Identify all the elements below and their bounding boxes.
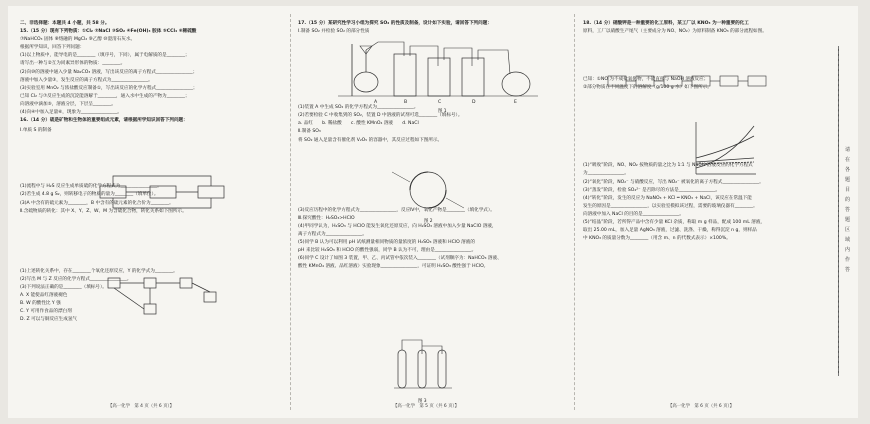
page-footer: 【高一化学 第 6 页（共 6 页）】 bbox=[668, 404, 735, 409]
q18-process-flow bbox=[606, 66, 782, 96]
question-text-line: (3)A 中含有的硫元素为________，B 中含有的硫元素的化合价为________。 bbox=[20, 200, 174, 206]
question-text-line: (6)同学 C 设计了如图 3 装置，甲、乙、丙试管中依次装入________（试剂顺序为：NaHCO₃ 溶液、 bbox=[298, 256, 502, 262]
column-divider bbox=[290, 14, 291, 410]
q16-flow-diagram bbox=[98, 172, 228, 212]
solubility-curves bbox=[688, 118, 758, 180]
apparatus-letter: C bbox=[438, 100, 442, 105]
question-text-line: (1)流程中与 H₂S 反应生成单质硫的化学方程式为________________。 bbox=[20, 184, 162, 190]
question-text-line: C. Y 可用作食品的漂白剂 bbox=[20, 309, 72, 315]
question-text-line: pH 来比较 H₂SO₃ 和 HClO 的酸性强弱，同学 B 认为不可，理由是________________。 bbox=[298, 248, 477, 254]
page-footer: 【高一化学 第 4 页（共 6 页）】 bbox=[108, 404, 175, 409]
question-text-line: 原料，工厂以硝酸生产尾气（主要成分为 NO、NO₂）为原料制备 KNO₃ 的部分流程如图。 bbox=[583, 29, 767, 35]
question-text-line: 已知 Cl₂ 与⑦反应生成的沉淀能溶解于________，通入水中生成的产物为________； bbox=[20, 93, 190, 99]
margin-char: 内 bbox=[845, 247, 851, 253]
margin-char: 目 bbox=[845, 187, 851, 193]
question-text-line: 已知：①NO 为不成盐氧化物，不能直接与 NaOH 溶液反应； bbox=[583, 77, 709, 83]
question-text-line: 根据所学知识，回答下列问题： bbox=[20, 45, 85, 51]
margin-char: 域 bbox=[845, 237, 851, 243]
question-text-line: 溶液中加入少量③，发生反应的离子方程式为________________。 bbox=[20, 77, 153, 83]
question-text-line: D. Z 可以与铜反应生成氢气 bbox=[20, 317, 78, 323]
column-divider bbox=[574, 14, 575, 410]
figure-2-cycle bbox=[388, 162, 468, 218]
margin-char: 各 bbox=[845, 167, 851, 173]
question-text-line: Ⅰ.单质 S 的制备 bbox=[20, 128, 52, 134]
margin-char: 请 bbox=[845, 147, 851, 153]
figure-1-apparatus bbox=[338, 36, 548, 106]
apparatus-letter: A bbox=[374, 100, 378, 105]
question-text-line: (1)装置 A 中生成 SO₂ 的化学方程式为________________。 bbox=[298, 105, 419, 111]
answer-margin bbox=[838, 46, 855, 376]
question-text-line: (2)若要检验 C 中收集到的 SO₂，装置 D 中溶液的试剂可选________（填标号）。 bbox=[298, 113, 463, 119]
margin-char: 答 bbox=[845, 207, 851, 213]
question-text-line: 酸性 KMnO₄ 溶液、品红溶液）实验现象________________，可证明 H₂SO₃ 酸性强于 HClO。 bbox=[298, 264, 489, 270]
question-text-line: 二、非选择题：本题共 4 小题，共 58 分。 bbox=[20, 21, 110, 26]
question-text-line: 17.（15 分）某研究性学习小组为探究 SO₂ 的性质及制备，设计如下实验，请回答下列问题： bbox=[298, 21, 492, 26]
exam-sheet bbox=[8, 6, 858, 418]
margin-char: 的 bbox=[845, 197, 851, 203]
figure-caption: 图 3 bbox=[418, 399, 427, 404]
figure-3-tubes bbox=[394, 336, 454, 396]
margin-char: 作 bbox=[845, 257, 851, 263]
question-text-line: (1)以上物质中，能导电的是________（填序号，下同），属于电解质的是________； bbox=[20, 53, 190, 59]
apparatus-letter: B bbox=[404, 100, 408, 105]
apparatus-letter: D bbox=[472, 100, 476, 105]
figure-caption: 图 2 bbox=[424, 219, 433, 224]
question-text-line: 取出 25.00 mL，加入足量 AgNO₃ 溶液，过滤、洗涤、干燥，称得沉淀 n g，则样品 bbox=[583, 228, 757, 234]
margin-char: 区 bbox=[845, 227, 851, 233]
figure-caption: 图 1 bbox=[438, 109, 447, 114]
question-text-line: (3)实验室用 MnO₂ 与浓盐酸反应制备①，写出该反应的化学方程式________________； bbox=[20, 85, 198, 91]
question-text-line: ⑦NaHCO₃ 固体 ⑧熔融的 MgCl₂ ⑨乙醇 ⑩澄清石灰水。 bbox=[20, 37, 136, 43]
question-text-line: 为________________。 bbox=[583, 171, 629, 177]
question-text-line: B. W 的酸性比 Y 强 bbox=[20, 301, 61, 307]
question-text-line: (3)下列说法正确的是________（填标号）。 bbox=[20, 284, 107, 290]
question-text-line: (3)“蒸发”阶段，检验 SO₄²⁻ 是否除尽的方法是________________。 bbox=[583, 187, 721, 193]
question-text-line: 请写出一种与②互为同素异形体的物质：________。 bbox=[20, 61, 126, 67]
question-text-line: 向溶液中加入 NaCl 的目的是________________。 bbox=[583, 211, 684, 217]
question-text-line: (5)“结晶”阶段，若所得产品中含有少量 KCl 杂质，称取 m g 样品，配成 100 mL 溶液， bbox=[583, 220, 766, 226]
question-text-line: (2)“氧化”阶段，NO₂⁻ 与硝酸反应，写出 NO₂⁻ 被氧化的离子方程式________________。 bbox=[583, 179, 764, 185]
margin-char: 答 bbox=[845, 267, 851, 273]
question-text-line: 发生的原因是________________，以实验室模拟该过程，需要的玻璃仪器有________。 bbox=[583, 203, 758, 209]
margin-char: 题 bbox=[845, 177, 851, 183]
question-text-line: 16.（14 分）硫是矿物和生物体的重要组成元素，请根据所学知识回答下列问题： bbox=[20, 118, 188, 124]
question-text-line: 离子方程式为________________。 bbox=[298, 231, 367, 237]
page-footer: 【高一化学 第 5 页（共 6 页）】 bbox=[393, 404, 460, 409]
question-text-line: (4)向④中加入足量⑥，现象为________________。 bbox=[20, 110, 123, 116]
question-text-line: 将 SO₂ 通入足量含有催化剂 V₂O₅ 的容器中，其反应过程如下图所示。 bbox=[298, 137, 443, 143]
question-text-line: A. X 能使品红溶液褪色 bbox=[20, 292, 68, 298]
question-text-line: (5)同学 B 认为可以利用 pH 试纸测量相同物质的量浓度的 H₂SO₃ 溶液和 HClO 溶液的 bbox=[298, 240, 475, 246]
question-text-line: 15.（15 分）现有下列物质：①Cl₂ ②NaCl ③SO₂ ④Fe(OH)₃ 胶体 ⑤CCl₄ ⑥稀硫酸 bbox=[20, 29, 197, 35]
question-text-line: 向溶液中滴加⑤，溶液分层，下层呈________。 bbox=[20, 101, 116, 107]
question-text-line: a. 品红 b. 稀盐酸 c. 酸性 KMnO₄ 溶液 d. NaCl bbox=[298, 121, 419, 127]
question-text-line: Ⅲ.探究酸性：H₂SO₃>HClO bbox=[298, 215, 355, 221]
question-text-line: (1)“吸收”阶段，NO、NO₂ 按物质的量之比为 1∶1 与 NaOH 溶液反应的化学方程式 bbox=[583, 163, 753, 169]
question-text-line: (4)甲同学认为，H₂SO₃ 与 HClO 能发生氧化还原反应，向 H₂SO₃ 溶液中加入少量 NaClO 溶液， bbox=[298, 223, 497, 229]
question-text-line: (2)向⑩的溶液中通入少量 Na₂CO₃ 溶液，写出该反应的离子方程式________________； bbox=[20, 69, 198, 75]
apparatus-letter: E bbox=[514, 100, 517, 105]
margin-char: 在 bbox=[845, 157, 851, 163]
question-text-line: Ⅱ.含硫物质的转化：其中 X、Y、Z、W、M 为含硫化合物，转化关系如下图所示。 bbox=[20, 208, 187, 214]
question-text-line: Ⅰ.制备 SO₂ 并检验 SO₂ 的部分性质 bbox=[298, 29, 370, 35]
question-text-line: (4)“转化”阶段，发生的反应为 NaNO₃ + KCl ═ KNO₃ + NaCl，该反应在常温下能 bbox=[583, 195, 752, 201]
question-text-line: ②部分物质在不同温度下的溶解度（g/100 g 水）如下图所示。 bbox=[583, 85, 712, 91]
question-text-line: 中 KNO₃ 的质量分数为________（用含 m、n 的代数式表示）×100%。 bbox=[583, 236, 731, 242]
question-text-line: (1)上述转化关系中，存在________个氧化还原反应，Y 的化学式为________。 bbox=[20, 268, 178, 274]
question-text-line: (2)若生成 4.8 g S₂，则转移电子的物质的量为________（填单位）。 bbox=[20, 192, 159, 198]
question-text-line: (3)反应历程中的化学方程式为________________，反应Ⅳ中，氧化产物是________（填化学式）。 bbox=[298, 207, 495, 213]
q16-conversion-diagram bbox=[104, 274, 224, 318]
margin-char: 题 bbox=[845, 217, 851, 223]
question-text-line: 18.（14 分）硝酸钾是一种重要的化工原料，某工厂以 KNO₃ 为一种重要的化工 bbox=[583, 21, 749, 26]
question-text-line: (2)写出 M 与 Z 反应的化学方程式________________。 bbox=[20, 276, 132, 282]
question-text-line: Ⅱ.制备 SO₃ bbox=[298, 129, 321, 135]
